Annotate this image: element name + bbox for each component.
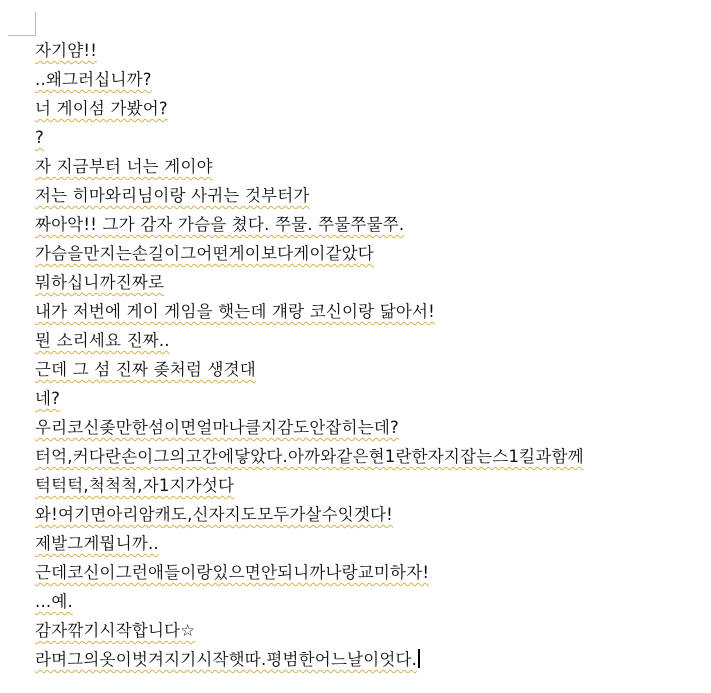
text-line[interactable] [35, 645, 695, 674]
text-line[interactable] [35, 181, 695, 210]
text-line-content: 근데코신이그런애들이랑있으면안되니까나랑교미하자! [35, 563, 430, 582]
text-line-content: 제발그게뭡니까.. [35, 534, 159, 553]
text-line[interactable] [35, 239, 695, 268]
text-line[interactable] [35, 326, 695, 355]
text-line[interactable] [35, 94, 695, 123]
text-line-content: 저는 히마와리님이랑 사귀는 것부터가 [35, 186, 310, 205]
text-line-content: 근데 그 섬 진짜 좆처럼 생겻대 [35, 360, 256, 379]
text-line-content: 자 지금부터 너는 게이야 [35, 157, 213, 176]
text-line-content: 내가 저번에 게이 게임을 햇는데 걔랑 코신이랑 닮아서! [35, 302, 435, 321]
text-line[interactable] [35, 471, 695, 500]
text-line[interactable] [35, 268, 695, 297]
text-cursor [418, 649, 420, 668]
text-line[interactable] [35, 587, 695, 616]
document-body[interactable] [35, 36, 695, 674]
margin-marker-horizontal [8, 35, 36, 36]
text-line-content: 짜아악!! 그가 감자 가슴을 쳤다. 쭈물. 쭈물쭈물쭈. [35, 215, 405, 234]
text-line[interactable] [35, 36, 695, 65]
text-line[interactable] [35, 355, 695, 384]
text-line-content: 자기얌!! [35, 41, 98, 60]
text-line-content: 감자깎기시작합니다☆ [35, 621, 196, 640]
text-line-content: 뭔 소리세요 진짜.. [35, 331, 170, 350]
text-line[interactable] [35, 210, 695, 239]
text-line-content: 우리코신좆만한섬이면얼마나클지감도안잡히는데? [35, 418, 400, 437]
text-line-content: 네? [35, 389, 61, 408]
text-line-content: 뭐하십니까진짜로 [35, 273, 165, 292]
margin-marker-vertical [35, 12, 36, 36]
text-line[interactable] [35, 529, 695, 558]
page-margin-marker [8, 12, 36, 36]
text-line[interactable] [35, 616, 695, 645]
text-line[interactable] [35, 152, 695, 181]
text-line-content: 턱턱턱,척척척,자1지가섯다 [35, 476, 235, 495]
text-line-content: 와!여기면아리암캐도,신자지도모두가살수잇겟다! [35, 505, 393, 524]
text-line-content: 너 게이섬 가봤어? [35, 99, 168, 118]
text-line[interactable] [35, 123, 695, 152]
text-line[interactable] [35, 413, 695, 442]
text-line[interactable] [35, 384, 695, 413]
text-line-content: ..왜그러십니까? [35, 70, 152, 89]
text-line[interactable] [35, 558, 695, 587]
text-line[interactable] [35, 442, 695, 471]
text-line[interactable] [35, 65, 695, 94]
text-line[interactable] [35, 297, 695, 326]
text-line-content: 라며그의옷이벗겨지기시작햇따.평범한어느날이엇다. [35, 650, 418, 669]
text-line-content: ...예. [35, 592, 73, 611]
text-line-content: 가슴을만지는손길이그어떤게이보다게이같았다 [35, 244, 374, 263]
text-line[interactable] [35, 500, 695, 529]
text-line-content: 터억,커다란손이그의고간에닿았다.아까와같은현1란한자지잡는스1킬과함께 [35, 447, 584, 466]
text-line-content: ? [35, 128, 44, 147]
